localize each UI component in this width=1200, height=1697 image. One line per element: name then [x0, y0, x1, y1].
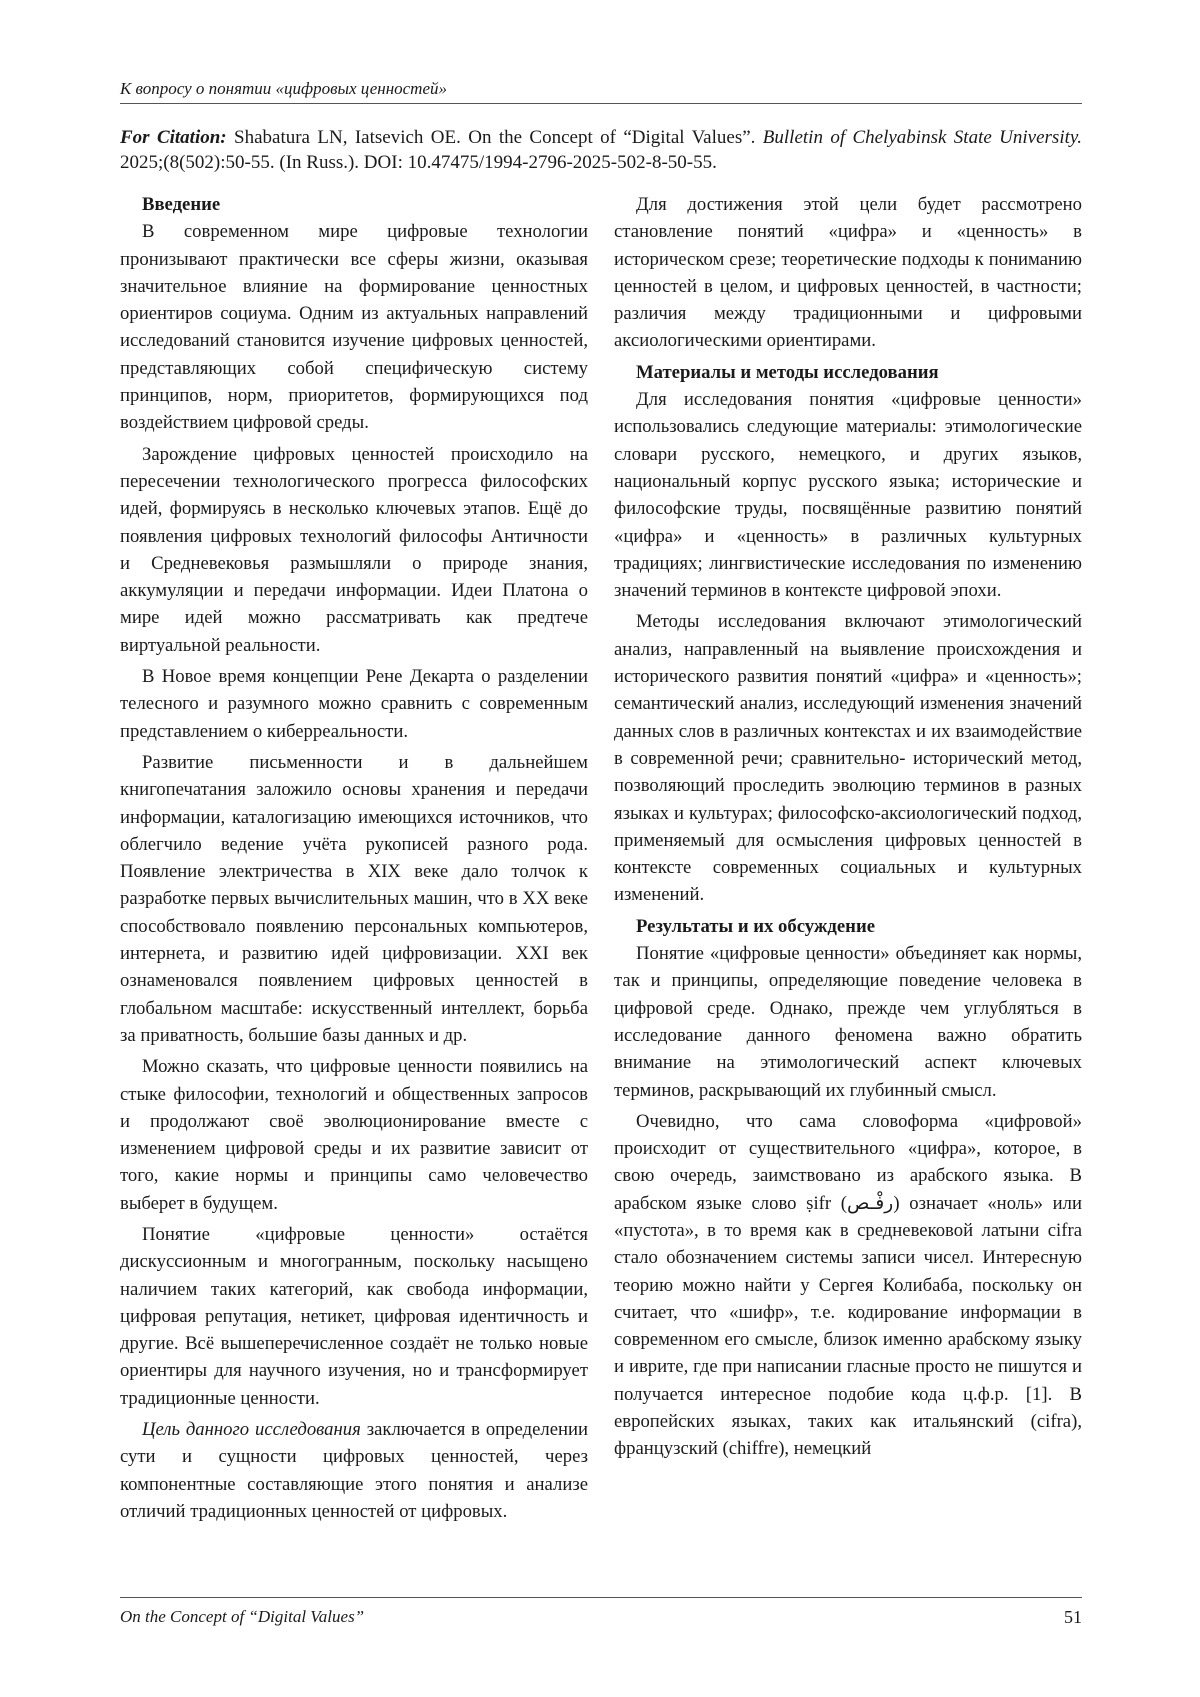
paragraph: В Новое время концепции Рене Декарта о разделении телесного и разумного можно сравнить с современным представлением о киберреальности. [120, 666, 588, 742]
footer-title: On the Concept of “Digital Values” [120, 1607, 365, 1626]
paragraph: Очевидно, что сама словоформа «цифровой» происходит от существительного «цифра», которое, в свою очередь, заимствовано из арабского языка. В арабском языке слово ṣifr (رفْـص) означает «ноль» или «пустота», в то время как в средневековой латыни cifra стало обозначением системы записи чисел. Интересную теорию можно найти у Сергея Колибаба, поскольку он считает, что «шифр», т.е. кодирование информации в современном его смысле, близок именно арабскому языку и иврите, где при написании гласные просто не пишутся и получается интересное подобие кода ц.ф.р. [1]. В европейских языках, таких как итальянский (cifra), французский (chiffre), немецкий [614, 1110, 1082, 1460]
section-heading-methods: Материалы и методы исследования [636, 361, 939, 383]
citation-authors-title: Shabatura LN, Iatsevich OE. On the Concept of “Digital Values”. [226, 127, 763, 148]
page-number: 51 [1064, 1607, 1082, 1627]
paragraph: Понятие «цифровые ценности» остаётся дискуссионным и многогранным, поскольку насыщено наличием таких категорий, как свобода информации, цифровая репутация, нетикет, цифровая идентичность и другие. Всё вышеперечисленное создаёт не только новые ориентиры для научного изучения, но и трансформирует традиционные ценности. [120, 1223, 588, 1409]
right-column [614, 191, 1082, 1467]
paragraph: Развитие письменности и в дальнейшем книгопечатания заложило основы хранения и передачи информации, каталогизацию имеющихся источников, что облегчило ведение учёта рукописей разного рода. Появление электричества в XIX веке дало толчок к разработке первых вычислительных машин, что в XX веке способствовало появлению персональных компьютеров, интернета, и развитию идей цифровизации. XXI век ознаменовался появлением цифровых ценностей в глобальном масштабе: искусственный интеллект, борьба за приватность, большие базы данных и др. [120, 751, 588, 1046]
aim-emphasis: Цель данного исследования [142, 1419, 361, 1441]
paragraph: Можно сказать, что цифровые ценности появились на стыке философии, технологий и общественных запросов и продолжают своё эволюционирование вместе с изменением цифровой среды и их развитие зависит от того, какие нормы и принципы само человечество выберет в будущем. [120, 1056, 588, 1214]
citation-block [120, 126, 1082, 175]
paragraph: Методы исследования включают этимологический анализ, направленный на выявление происхождения и исторического развития понятий «цифра» и «ценность»; семантический анализ, исследующий изменения значений данных слов в различных контекстах и их взаимодействие в современной речи; сравнительно- исторический метод, позволяющий проследить эволюцию терминов в разных языках и культурах; философско-аксиологический подход, применяемый для осмысления цифровых ценностей в контексте современных социальных и культурных изменений. [614, 611, 1082, 906]
paragraph: Для исследования понятия «цифровые ценности» использовались следующие материалы: этимологические словари русского, немецкого, и других языков, национальный корпус русского языка; исторические и философские труды, посвящённые развитию понятий «цифра» и «ценность» в различных культурных традициях; лингвистические исследования по изменению значений терминов в контексте цифровой эпохи. [614, 389, 1082, 602]
paragraph-aim [120, 1416, 588, 1525]
paragraph: Зарождение цифровых ценностей происходило на пересечении технологического прогресса философских идей, формируясь в несколько ключевых этапов. Ещё до появления цифровых технологий философы Античности и Средневековья размышляли о природе знания, аккумуляции и передачи информации. Идеи Платона о мире идей можно рассматривать как предтече виртуальной реальности. [120, 443, 588, 656]
citation-details: 2025;(8(502):50-55. (In Russ.). DOI: 10.47475/1994-2796-2025-502-8-50-55. [120, 151, 717, 173]
citation-label: For Citation: [120, 127, 227, 148]
footer [120, 1597, 1082, 1628]
running-header: К вопросу о понятии «цифровых ценностей» [120, 78, 1082, 104]
section-heading-introduction: Введение [142, 194, 221, 215]
paragraph: В современном мире цифровые технологии пронизывают практически все сферы жизни, оказывая значительное влияние на формирование ценностных ориентиров социума. Одним из актуальных направлений исследований становится изучение цифровых ценностей, представляющих собой специфическую систему принципов, норм, приоритетов, формирующихся под воздействием цифровой среды. [120, 221, 588, 434]
aim-text: заключается в определении сути и сущности цифровых ценностей, через компонентные составляющие этого понятия и анализе отличий традиционных ценностей от цифровых. [120, 1419, 588, 1522]
paragraph: Для достижения этой цели будет рассмотрено становление понятий «цифра» и «ценность» в историческом срезе; теоретические подходы к пониманию ценностей в целом, и цифровых ценностей, в частности; различия между традиционными и цифровыми аксиологическими ориентирами. [614, 194, 1082, 352]
paragraph: Понятие «цифровые ценности» объединяет как нормы, так и принципы, определяющие поведение человека в цифровой среде. Однако, прежде чем углубляться в исследование данного феномена важно обратить внимание на этимологический аспект ключевых терминов, раскрывающий их глубинный смысл. [614, 943, 1082, 1101]
section-heading-results: Результаты и их обсуждение [636, 915, 876, 937]
left-column [120, 191, 588, 1529]
citation-journal: Bulletin of Chelyabinsk State University. [762, 127, 1083, 148]
